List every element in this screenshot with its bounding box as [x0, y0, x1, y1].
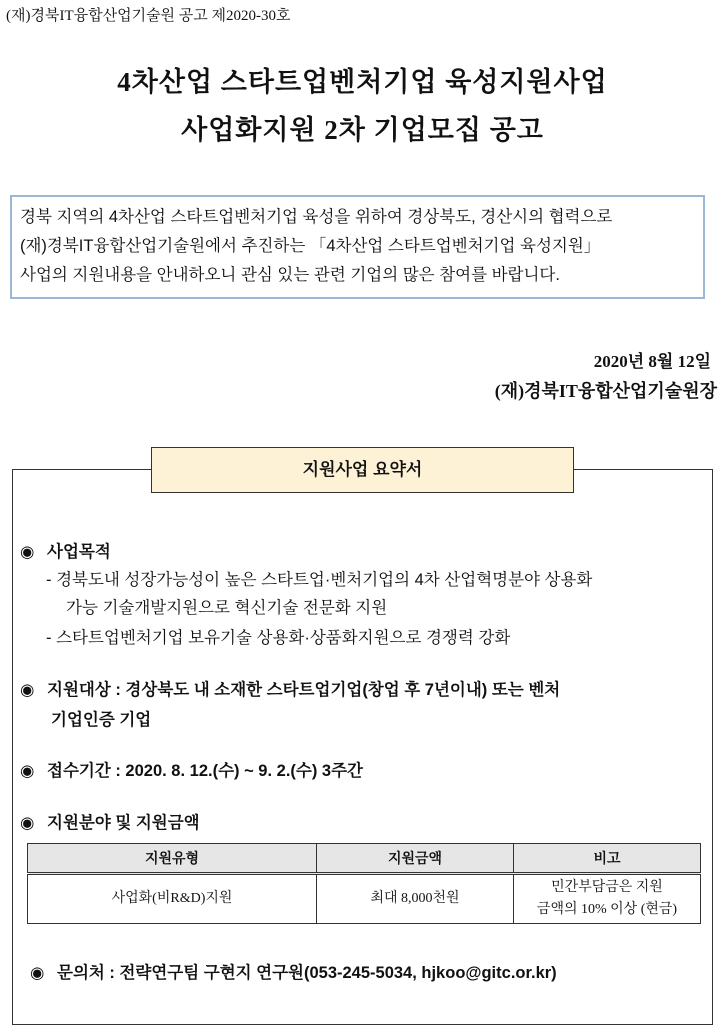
- contact-text: 문의처 : 전략연구팀 구현지 연구원(053-245-5034, hjkoo@gitc.or.kr): [57, 964, 557, 982]
- period-row: [20, 757, 363, 781]
- purpose-item1-line1: - 경북도내 성장가능성이 높은 스타트업·벤처기업의 4차 산업혁명분야 상용화: [46, 571, 593, 589]
- purpose-heading: 사업목적: [47, 543, 111, 561]
- issuer: (재)경북IT융합산업기술원장: [494, 381, 717, 401]
- contact-row: [30, 959, 557, 983]
- bullet-icon: ◉: [30, 964, 45, 982]
- notice-number: (재)경북IT융합산업기술원 공고 제2020-30호: [6, 8, 291, 24]
- bullet-icon: ◉: [20, 814, 35, 832]
- bullet-icon: ◉: [20, 681, 35, 699]
- bullet-icon: ◉: [20, 543, 35, 561]
- period-text: 접수기간 : 2020. 8. 12.(수) ~ 9. 2.(수) 3주간: [47, 762, 363, 780]
- notice-date: 2020년 8월 12일: [593, 352, 711, 371]
- target-line1: 지원대상 : 경상북도 내 소재한 스타트업기업(창업 후 7년이내) 또는 벤처: [47, 681, 561, 699]
- header-type: 지원유형: [28, 844, 317, 874]
- header-amount: 지원금액: [317, 844, 514, 874]
- cell-amount: 최대 8,000천원: [317, 874, 514, 924]
- purpose-heading-row: [20, 538, 111, 562]
- table-row: [28, 874, 701, 924]
- field-heading-row: [20, 809, 200, 833]
- summary-title: 지원사업 요약서: [151, 447, 574, 493]
- intro-line3: 사업의 지원내용을 안내하오니 관심 있는 관련 기업의 많은 참여를 바랍니다.: [20, 266, 560, 284]
- purpose-item1-line2: 가능 기술개발지원으로 혁신기술 전문화 지원: [66, 599, 388, 617]
- cell-note: [514, 874, 701, 924]
- intro-line1: 경북 지역의 4차산업 스타트업벤처기업 육성을 위하여 경상북도, 경산시의 협력으로: [20, 208, 613, 226]
- purpose-item2: - 스타트업벤처기업 보유기술 상용화·상품화지원으로 경쟁력 강화: [46, 629, 511, 647]
- target-line2: 기업인증 기업: [51, 711, 152, 729]
- field-heading: 지원분야 및 지원금액: [47, 814, 200, 832]
- summary-box: [12, 469, 713, 1025]
- page-title-line1: 4차산업 스타트업벤처기업 육성지원사업: [117, 67, 608, 97]
- intro-line2: (재)경북IT융합산업기술원에서 추진하는 「4차산업 스타트업벤처기업 육성지원」: [20, 237, 601, 255]
- intro-box: [10, 195, 705, 299]
- bullet-icon: ◉: [20, 762, 35, 780]
- page-title-line2: 사업화지원 2차 기업모집 공고: [181, 115, 544, 145]
- target-row: [20, 676, 560, 700]
- cell-type: 사업화(비R&D)지원: [28, 874, 317, 924]
- cell-note-line1: 민간부담금은 지원: [551, 880, 663, 895]
- header-note: 비고: [514, 844, 701, 874]
- table-header-row: [28, 844, 701, 874]
- support-table: [27, 843, 701, 924]
- cell-note-line2: 금액의 10% 이상 (현금): [536, 902, 678, 917]
